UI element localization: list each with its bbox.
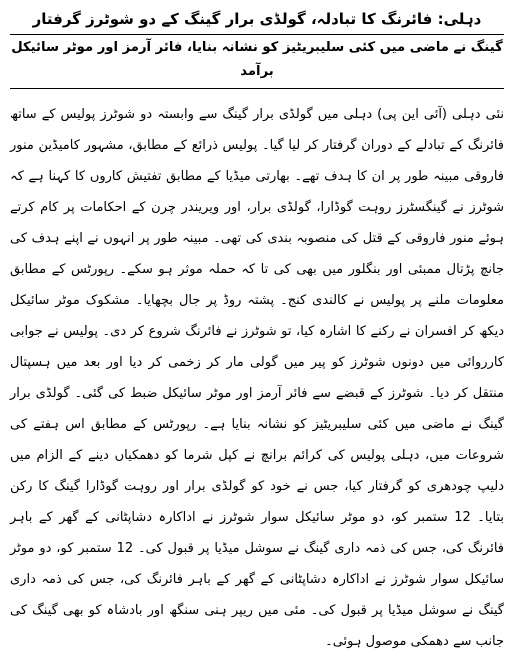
- article-subheadline: گینگ نے ماضی میں کئی سلیبریٹیز کو نشانہ بنایا، فائر آرمز اور موٹر سائیکل برآمد: [11, 40, 503, 79]
- article-body: نئی دہلی (آئی این پی) دہلی میں گولڈی برار گینگ سے وابستہ دو شوٹرز پولیس کے ساتھ فائرنگ کے تبادلے کے دوران گرفتار کر لیا گیا۔ پولیس ذرائع کے مطابق، مشہور کامیڈین منور فاروقی مبینہ طور پر ان کا ہدف تھے۔ بھارتی میڈیا کے مطابق تفتیش کاروں کا کہنا ہے کہ شوٹرز نے گینگسٹرز روہت گوڈارا، گولڈی برار، اور ویریندر چرن کے احکامات پر کام کرتے ہوئے منور فاروقی کے قتل کی منصوبہ بندی کی تھی۔ مبینہ طور پر انہوں نے اپنے ہدف کی جانچ پڑتال ممبئی اور بنگلور میں بھی کی تا کہ حملہ موثر ہو سکے۔ رپورٹس کے مطابق معلومات ملنے پر پولیس نے کالندی کنج۔ پشتہ روڈ پر جال بچھایا۔ مشکوک موٹر سائیکل دیکھ کر افسران نے رکنے کا اشارہ کیا، تو شوٹرز نے فائرنگ شروع کر دی۔ پولیس نے جوابی کارروائی میں دونوں شوٹرز کو پیر میں گولی مار کر زخمی کر دیا اور بعد میں ہسپتال منتقل کر دیا۔ شوٹرز کے قبضے سے فائر آرمز اور موٹر سائیکل ضبط کی گئی۔ گولڈی برار گینگ نے ماضی میں کئی سلیبریٹیز کو نشانہ بنایا ہے۔ رپورٹس کے مطابق اس ہفتے کی شروعات میں، دہلی پولیس کی کرائم برانچ نے کپل شرما کو دھمکیاں دینے کے الزام میں دلیپ چودھری کو گرفتار کیا، جس نے خود کو گولڈی برار اور روہت گوڈارا گینگ کا رکن بتایا۔ 12 ستمبر کو، دو موٹر سائیکل سوار شوٹرز نے اداکارہ دشاپٹانی کے گھر کے باہر فائرنگ کی، جس کی ذمہ داری گینگ نے سوشل میڈیا پر قبول کی۔ 12 ستمبر کو، دو موٹر سائیکل سوار شوٹرز نے اداکارہ دشاپٹانی کے گھر کے باہر فائرنگ کی، جس کی ذمہ داری گینگ نے سوشل میڈیا پر قبول کی۔ مئی میں ریپر ہنی سنگھ اور بادشاہ کو بھی گینگ کی جانب سے دھمکی موصول ہوئی۔: [10, 107, 505, 649]
- article-headline: دہلی: فائرنگ کا تبادلہ، گولڈی برار گینگ کے دو شوٹرز گرفتار: [32, 10, 482, 28]
- subheadline-divider: [10, 88, 504, 89]
